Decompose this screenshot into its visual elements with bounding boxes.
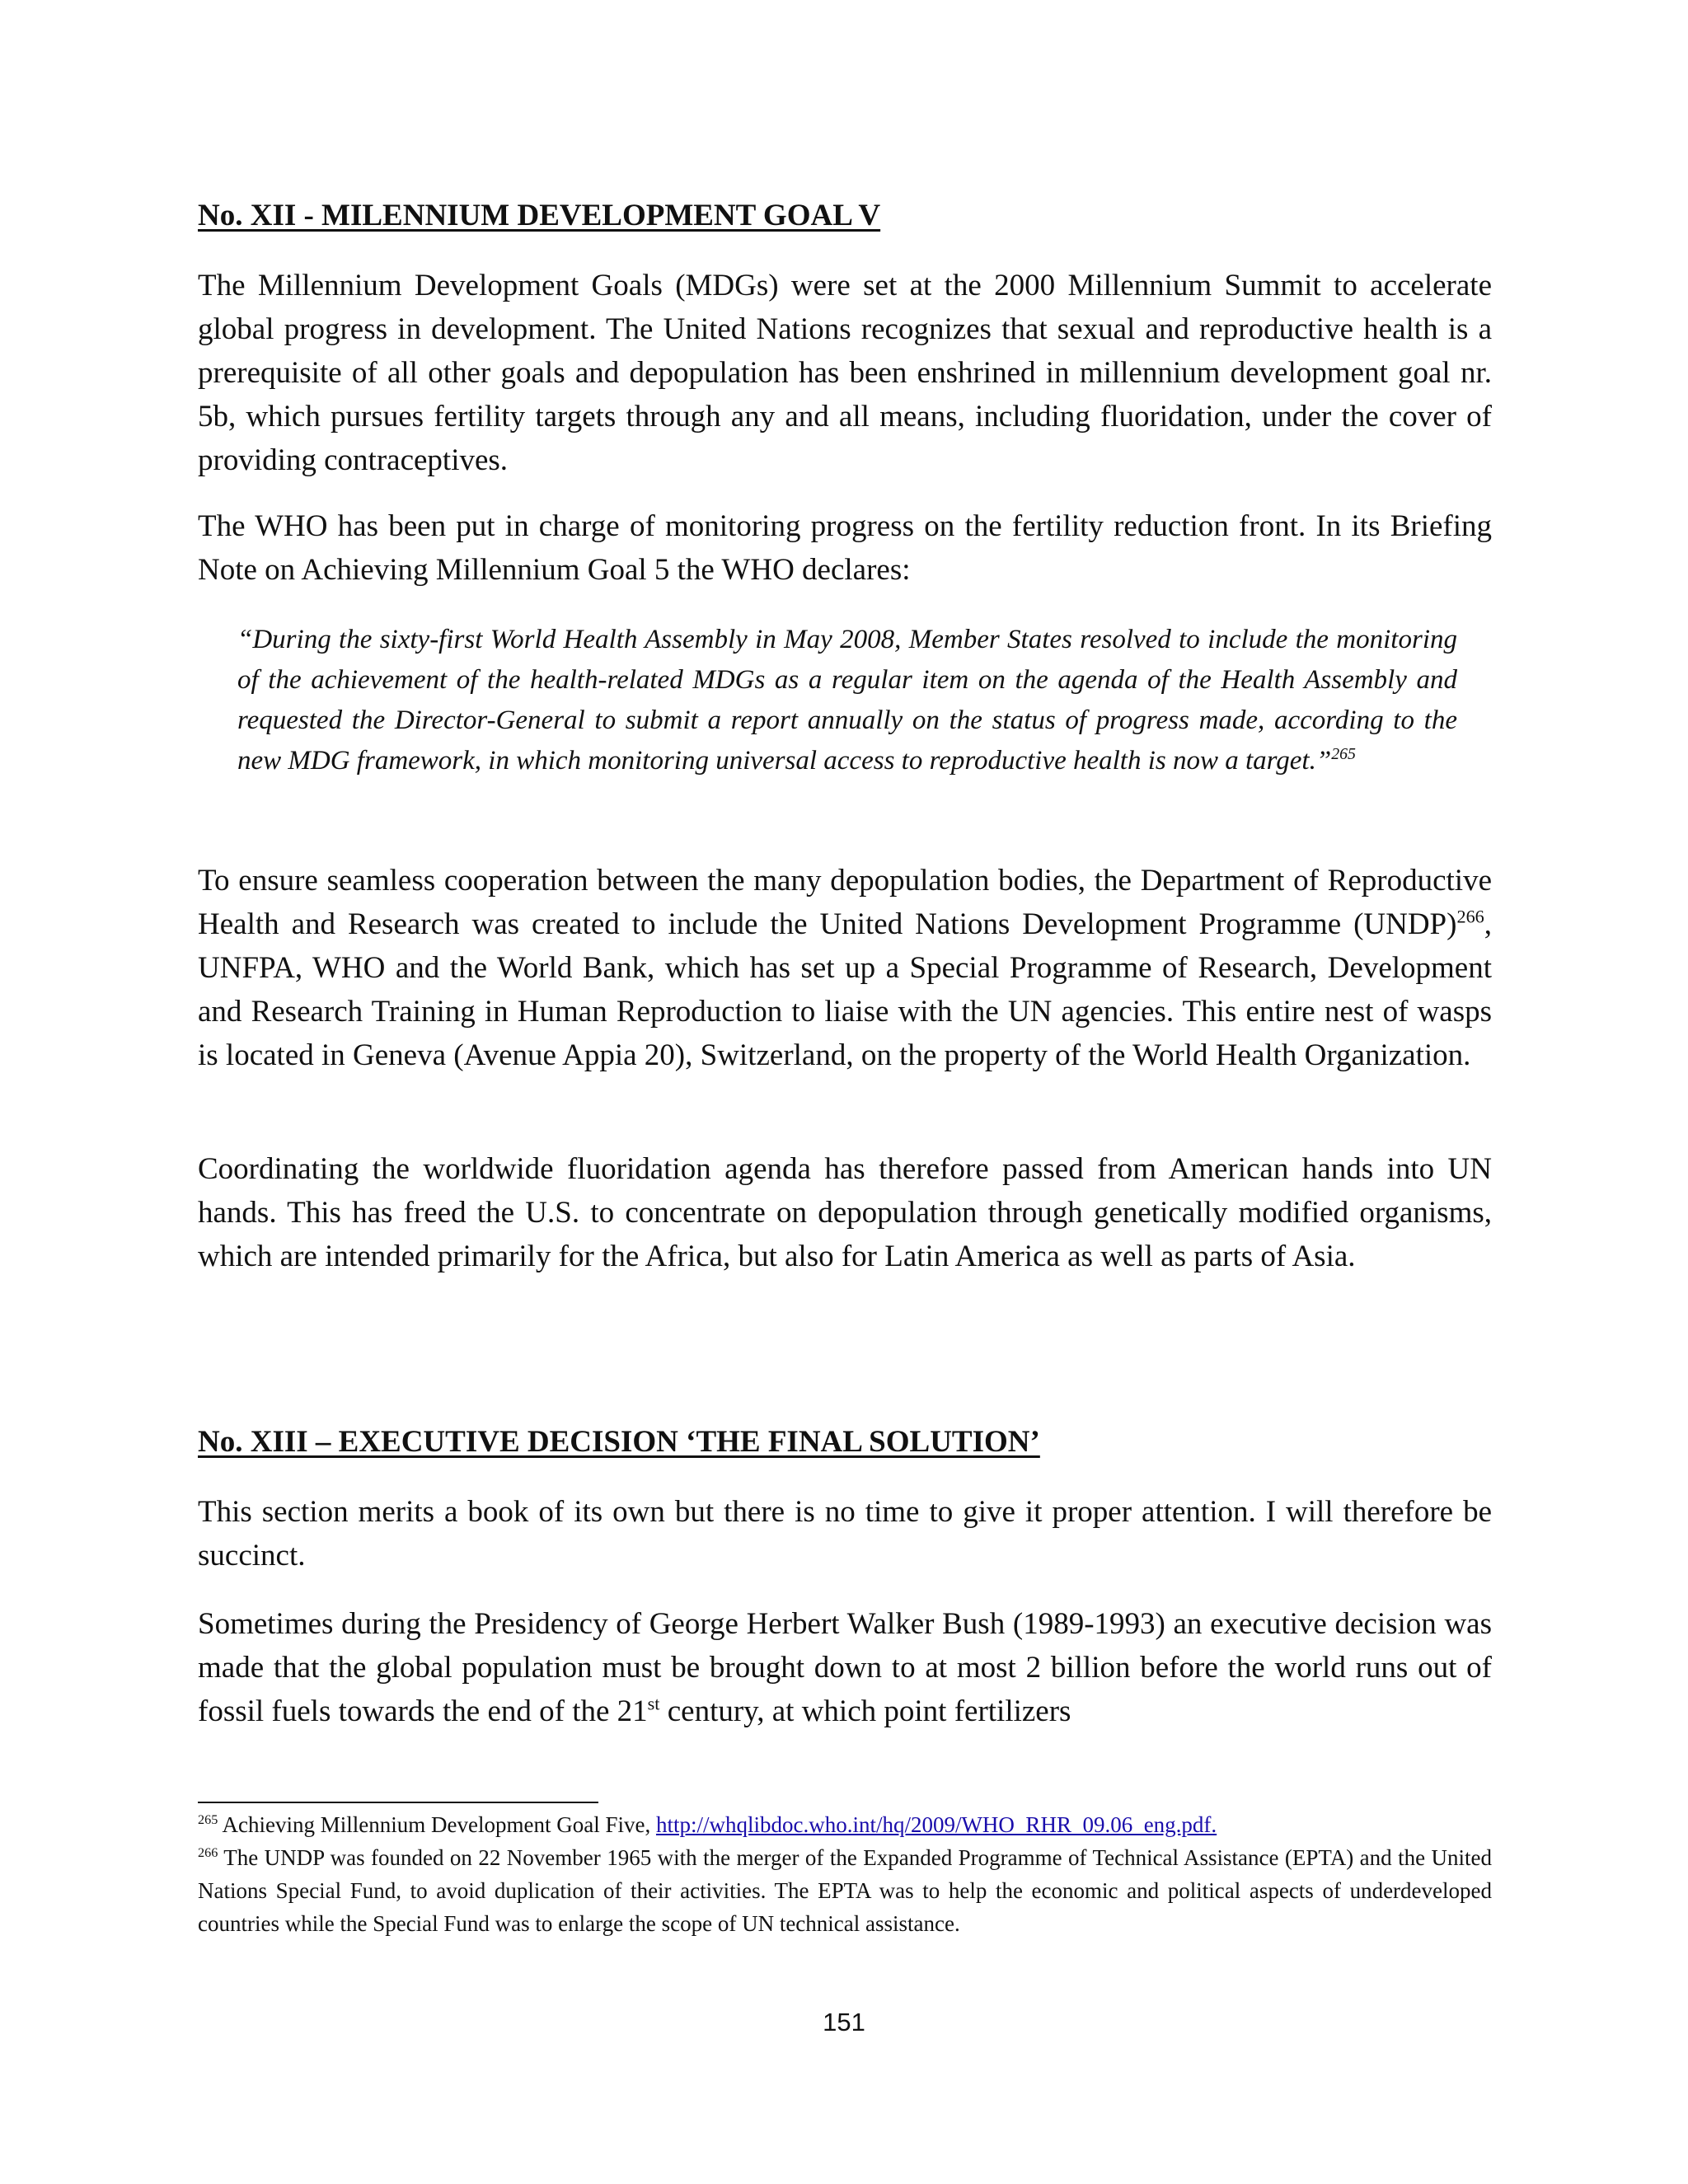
- footnote-link[interactable]: http://whqlibdoc.who.int/hq/2009/WHO_RHR_09.06_eng.pdf.: [655, 1812, 1217, 1837]
- paragraph-succinct: This section merits a book of its own but there is no time to give it proper attention. I will therefore be succinct.: [198, 1495, 1492, 1572]
- paragraph-executive-decision: [198, 1602, 1492, 1733]
- footnote-ref-265[interactable]: 265: [1331, 745, 1356, 763]
- footnote-text: The UNDP was founded on 22 November 1965 with the merger of the Expanded Programme of Technical Assistance (EPTA) and the United Nations Special Fund, to avoid duplication of their activities. The EPTA was to help the economic and political aspects of underdeveloped countries while the Special Fund was to enlarge the scope of UN technical assistance.: [198, 1845, 1492, 1936]
- paragraph-mdg-intro: The Millennium Development Goals (MDGs) were set at the 2000 Millennium Summit to accelerate global progress in development. The United Nations recognizes that sexual and reproductive health is a prerequisite of all other goals and depopulation has been enshrined in millennium development goal nr. 5b, which pursues fertility targets through any and all means, including fluoridation, under the cover of providing contraceptives.: [198, 269, 1492, 477]
- paragraph-fluoridation-agenda: Coordinating the worldwide fluoridation agenda has therefore passed from American hands into UN hands. This has freed the U.S. to concentrate on depopulation through genetically modified organisms, which are intended primarily for the Africa, but also for Latin America as well as parts of Asia.: [198, 1152, 1492, 1273]
- footnote-266: [198, 1841, 1492, 1940]
- section-heading-xii: No. XII - MILENNIUM DEVELOPMENT GOAL V: [198, 199, 881, 232]
- footnote-number: 265: [198, 1812, 218, 1827]
- footnote-text: Achieving Millennium Development Goal Five,: [218, 1812, 656, 1837]
- footnote-ref-266[interactable]: 266: [1456, 906, 1484, 927]
- footnote-number: 266: [198, 1845, 218, 1860]
- paragraph-undp-text-a: To ensure seamless cooperation between the many depopulation bodies, the Department of Reproductive Health and Research was created to include the United Nations Development Programme (UNDP): [198, 864, 1492, 941]
- block-quote-who: [237, 620, 1457, 781]
- paragraph-decision-text-a: Sometimes during the Presidency of George Herbert Walker Bush (1989-1993) an executive decision was made that the global population must be brought down to at most 2 billion before the world runs out of fossil fuels towards the end of the 21: [198, 1607, 1492, 1728]
- footnote-265: [198, 1808, 1492, 1841]
- paragraph-undp-cooperation: [198, 859, 1492, 1077]
- page-number: 151: [823, 2008, 865, 2036]
- paragraph-who-monitoring: The WHO has been put in charge of monitoring progress on the fertility reduction front. In its Briefing Note on Achieving Millennium Goal 5 the WHO declares:: [198, 509, 1492, 587]
- footnote-separator: [198, 1802, 598, 1803]
- paragraph-decision-text-b: century, at which point fertilizers: [659, 1694, 1071, 1728]
- quote-text: “During the sixty-first World Health Assembly in May 2008, Member States resolved to include the monitoring of the achievement of the health-related MDGs as a regular item on the agenda of the Health Assembly and requested the Director-General to submit a report annually on the status of progress made, according to the new MDG framework, in which monitoring universal access to reproductive health is now a target.”: [237, 625, 1457, 776]
- section-heading-xiii: No. XIII – EXECUTIVE DECISION ‘THE FINAL SOLUTION’: [198, 1425, 1040, 1459]
- ordinal-superscript: st: [647, 1693, 660, 1714]
- paragraph-undp-text-b: , UNFPA, WHO and the World Bank, which has set up a Special Programme of Research, Development and Research Training in Human Reproduction to liaise with the UN agencies. This entire nest of wasps is located in Geneva (Avenue Appia 20), Switzerland, on the property of the World Health Organization.: [198, 907, 1492, 1072]
